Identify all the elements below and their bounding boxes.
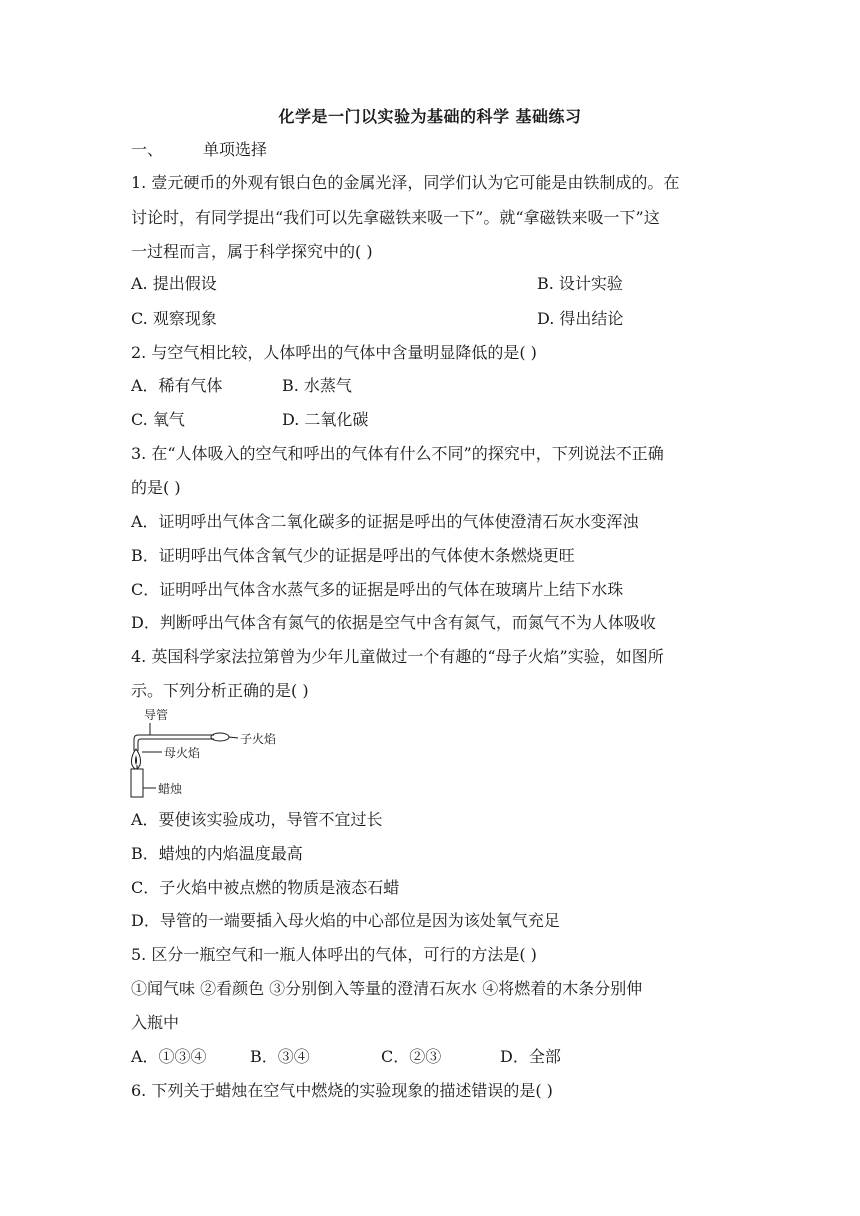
figure-label-tube: 导管 [144,708,169,722]
inner-flame-icon [135,755,137,765]
section-label: 单项选择 [203,140,268,159]
q3-option-c: C．证明呼出气体含水蒸气多的证据是呼出的气体在玻璃片上结下水珠 [131,580,624,599]
q2-option-c: C. 氧气 [131,410,185,429]
q1-option-c: C. 观察现象 [131,309,217,328]
q1-line-3: 一过程而言，属于科学探究中的( ) [131,242,373,261]
q2-line-1: 2. 与空气相比较，人体呼出的气体中含量明显降低的是( ) [131,343,537,362]
q5-line-3: 入瓶中 [131,1013,180,1032]
q5-option-d: D．全部 [500,1047,561,1066]
q5-line-2: ①闻气味 ②看颜色 ③分别倒入等量的澄清石灰水 ④将燃着的木条分别伸 [131,979,643,998]
q4-option-c: C．子火焰中被点燃的物质是液态石蜡 [131,878,400,897]
section-heading [131,139,731,161]
q4-line-1: 4. 英国科学家法拉第曾为少年儿童做过一个有趣的“母子火焰”实验，如图所 [131,647,664,666]
q2-option-d: D. 二氧化碳 [282,410,369,429]
section-number: 一、 [131,140,164,159]
q4-option-a: A．要使该实验成功，导管不宜过长 [131,810,383,829]
q3-line-1: 3. 在“人体吸入的空气和呼出的气体有什么不同”的探究中，下列说法不正确 [131,444,664,463]
q3-option-b: B．证明呼出气体含氧气少的证据是呼出的气体使木条燃烧更旺 [131,546,575,565]
q3-option-a: A．证明呼出气体含二氧化碳多的证据是呼出的气体使澄清石灰水变浑浊 [131,512,639,531]
q1-option-b: B. 设计实验 [537,274,623,293]
q3-option-d: D．判断呼出气体含有氮气的依据是空气中含有氮气，而氮气不为人体吸收 [131,613,656,632]
q4-line-2: 示。下列分析正确的是( ) [131,681,309,700]
q4-option-d: D．导管的一端要插入母火焰的中心部位是因为该处氧气充足 [131,911,560,930]
q1-line-1: 1. 壹元硬币的外观有银白色的金属光泽，同学们认为它可能是由铁制成的。在 [131,173,680,192]
figure-label-mother-flame: 母火焰 [164,746,201,760]
page-title: 化学是一门以实验为基础的科学 基础练习 [278,107,582,126]
figure-label-candle: 蜡烛 [158,782,183,796]
q4-option-b: B．蜡烛的内焰温度最高 [131,844,303,863]
q5-option-a: A．①③④ [131,1047,207,1066]
candle-flame-diagram [128,705,288,801]
child-flame-pointer [229,737,238,738]
q2-option-a: A．稀有气体 [131,376,223,395]
child-flame-icon [211,733,229,741]
q5-line-1: 5. 区分一瓶空气和一瓶人体呼出的气体，可行的方法是( ) [131,945,537,964]
q3-line-2: 的是( ) [131,478,181,497]
q1-line-2: 讨论时，有同学提出“我们可以先拿磁铁来吸一下”。就“拿磁铁来吸一下”这 [131,208,660,227]
q1-option-d: D. 得出结论 [537,309,624,328]
q2-option-b: B. 水蒸气 [282,376,352,395]
q5-option-c: C．②③ [381,1047,442,1066]
candle-icon [131,769,143,797]
figure-label-child-flame: 子火焰 [240,732,277,746]
q5-option-b: B．③④ [250,1047,310,1066]
q6-line-1: 6. 下列关于蜡烛在空气中燃烧的实验现象的描述错误的是( ) [131,1081,553,1100]
q1-option-a: A. 提出假设 [131,274,217,293]
